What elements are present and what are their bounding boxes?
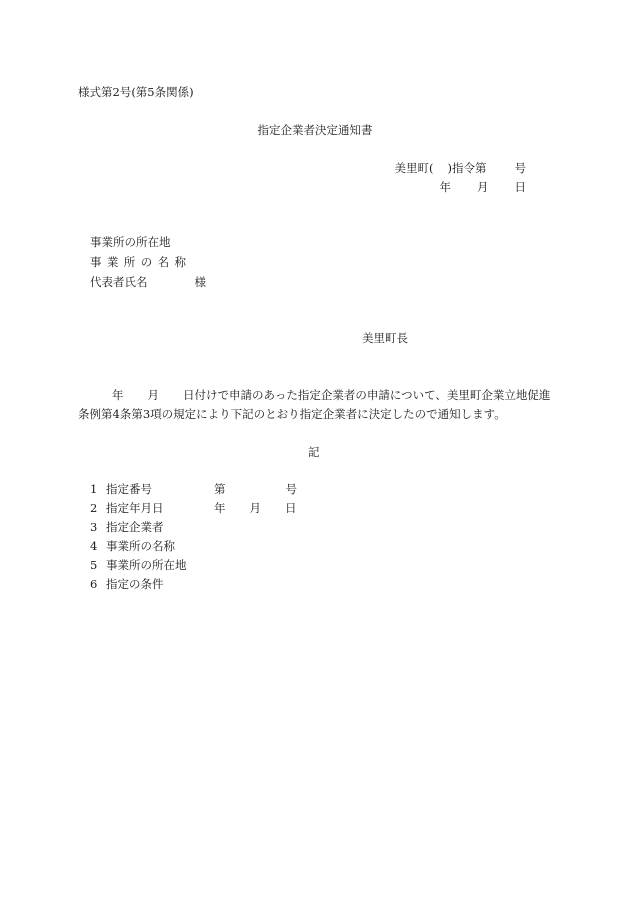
document-number-line — [395, 160, 527, 176]
list-item — [90, 518, 187, 537]
body-month: 月 — [147, 388, 159, 402]
items-list — [90, 480, 297, 594]
list-item — [90, 556, 187, 575]
designation-day: 日 — [285, 501, 297, 515]
document-title — [0, 122, 630, 138]
item-label: 指定の条件 — [106, 577, 164, 591]
item-label: 事業所の名称 — [106, 539, 175, 553]
doc-number-prefix: 美里町( — [394, 161, 434, 175]
item-number: 2 — [90, 501, 98, 515]
honorific: 様 — [194, 275, 206, 289]
item-number: 1 — [90, 482, 98, 496]
document-title-text: 指定企業者決定通知書 — [257, 123, 373, 137]
item-label: 指定年月日 — [106, 501, 164, 515]
item-label: 指定番号 — [106, 482, 152, 496]
item-value — [214, 480, 297, 499]
date-day: 日 — [514, 180, 526, 194]
recipient-representative-line — [90, 274, 206, 290]
item-value — [214, 499, 297, 518]
list-item — [90, 537, 187, 556]
body-text: 日付けで申請のあった指定企業者の申請について、美里町企業立地促進条例第4条第3項の規定により下記のとおり指定企業者に決定したので通知します。 — [78, 388, 551, 421]
date-year: 年 — [439, 180, 451, 194]
recipient-name-label: 事業所の名称 — [90, 255, 192, 269]
item-number: 3 — [90, 520, 98, 534]
issue-date-line — [440, 179, 527, 195]
representative-label: 代表者氏名 — [90, 275, 148, 289]
date-month: 月 — [477, 180, 489, 194]
designation-prefix: 第 — [214, 482, 226, 496]
item-number: 6 — [90, 577, 98, 591]
designation-year: 年 — [214, 501, 226, 515]
form-number-label: 様式第2号(第5条関係) — [78, 85, 194, 99]
designation-suffix: 号 — [285, 482, 297, 496]
ki-heading: 記 — [308, 445, 320, 459]
recipient-address-label: 事業所の所在地 — [90, 235, 171, 249]
sender-title: 美里町長 — [362, 331, 408, 345]
body-year: 年 — [112, 388, 124, 402]
item-label: 事業所の所在地 — [106, 558, 187, 572]
item-number: 4 — [90, 539, 98, 553]
list-item — [90, 499, 297, 518]
notice-body — [78, 386, 552, 424]
item-label: 指定企業者 — [106, 520, 164, 534]
list-item — [90, 575, 187, 594]
item-number: 5 — [90, 558, 98, 572]
designation-month: 月 — [249, 501, 261, 515]
list-item — [90, 480, 297, 499]
doc-number-suffix: 号 — [514, 161, 526, 175]
doc-number-middle: )指令第 — [447, 161, 487, 175]
